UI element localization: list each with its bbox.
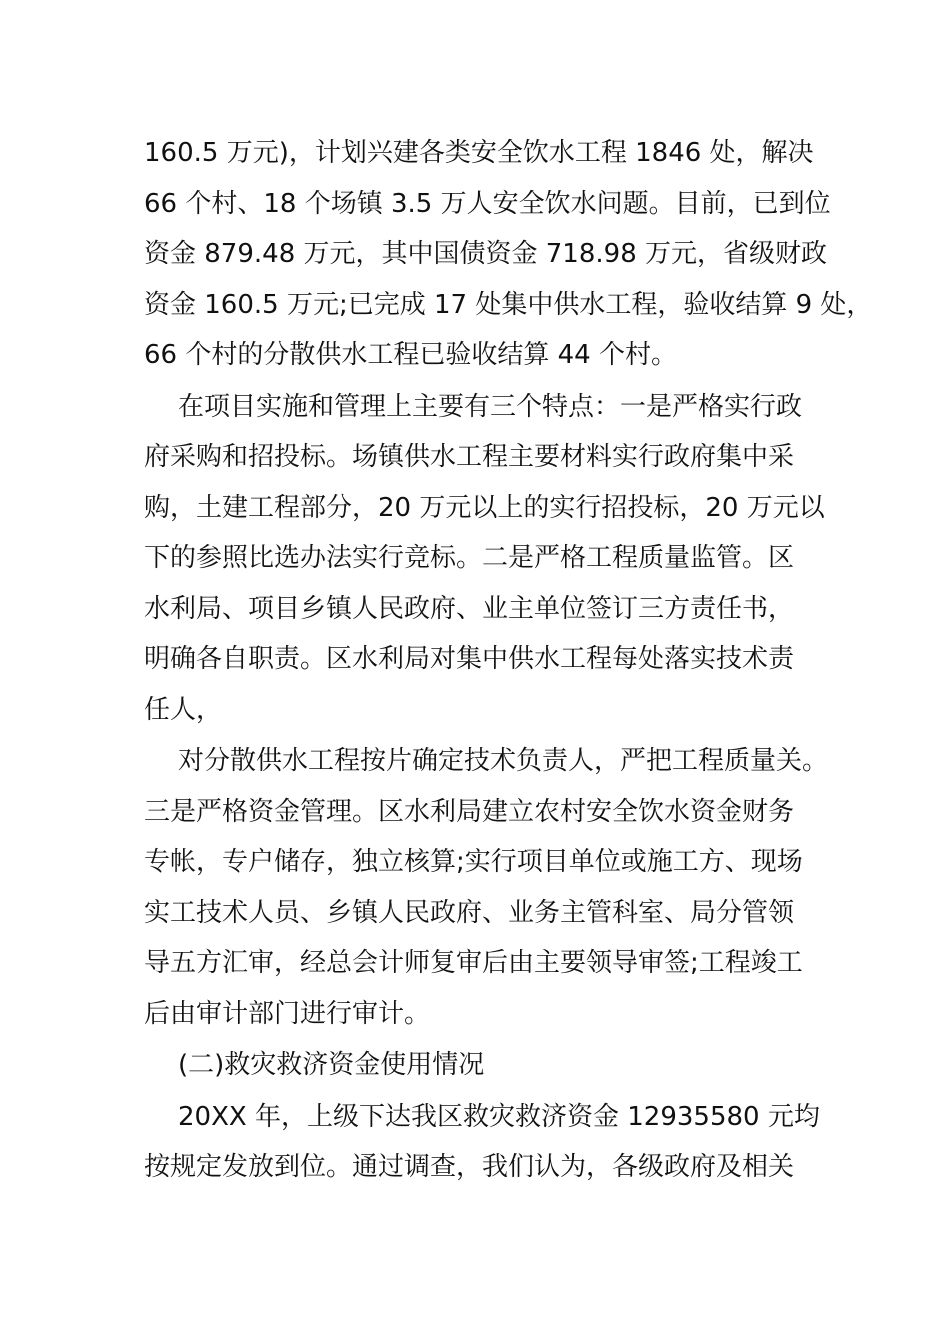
text-line: 按规定发放到位。通过调查，我们认为，各级政府及相关 [144, 1152, 795, 1182]
text-line: 资金 879.48 万元，其中国债资金 718.98 万元，省级财政 [144, 239, 828, 269]
text-line: 专帐，专户储存，独立核算;实行项目单位或施工方、现场 [144, 847, 803, 877]
text-line: 后由审计部门进行审计。 [144, 998, 431, 1029]
paragraph-3 [144, 736, 829, 1039]
text-line: 购，土建工程部分，20 万元以上的实行招投标，20 万元以 [144, 492, 825, 523]
text-line: 府采购和招投标。场镇供水工程主要材料实行政府集中采 [144, 442, 795, 472]
text-line: 导五方汇审，经总会计师复审后由主要领导审签;工程竣工 [144, 948, 803, 978]
text-line: 三是严格资金管理。区水利局建立农村安全饮水资金财务 [144, 796, 795, 827]
heading-line: (二)救灾救济资金使用情况 [178, 1050, 485, 1080]
text-line: 66 个村、18 个场镇 3.5 万人安全饮水问题。目前，已到位 [144, 188, 831, 219]
text-line: 在项目实施和管理上主要有三个特点：一是严格实行政 [178, 391, 803, 422]
text-line: 160.5 万元)，计划兴建各类安全饮水工程 1846 处，解决 [144, 138, 814, 168]
text-line: 资金 160.5 万元;已完成 17 处集中供水工程，验收结算 9 处， [144, 289, 873, 320]
text-line: 明确各自职责。区水利局对集中供水工程每处落实技术责 [144, 644, 795, 674]
text-line: 下的参照比选办法实行竞标。二是严格工程质量监管。区 [144, 543, 795, 573]
text-line: 任人， [144, 694, 223, 725]
text-line: 实工技术人员、乡镇人民政府、业务主管科室、局分管领 [144, 897, 795, 928]
paragraph-1 [144, 128, 873, 381]
text-line: 20XX 年，上级下达我区救灾救济资金 12935580 元均 [178, 1101, 820, 1132]
text-line: 66 个村的分散供水工程已验收结算 44 个村。 [144, 340, 677, 370]
paragraph-2 [144, 382, 824, 736]
text-line: 水利局、项目乡镇人民政府、业主单位签订三方责任书， [144, 593, 795, 624]
paragraph-4 [144, 1092, 824, 1193]
section-heading [144, 1040, 824, 1091]
text-line: 对分散供水工程按片确定技术负责人，严把工程质量关。 [178, 746, 829, 776]
document-body [144, 128, 873, 1193]
